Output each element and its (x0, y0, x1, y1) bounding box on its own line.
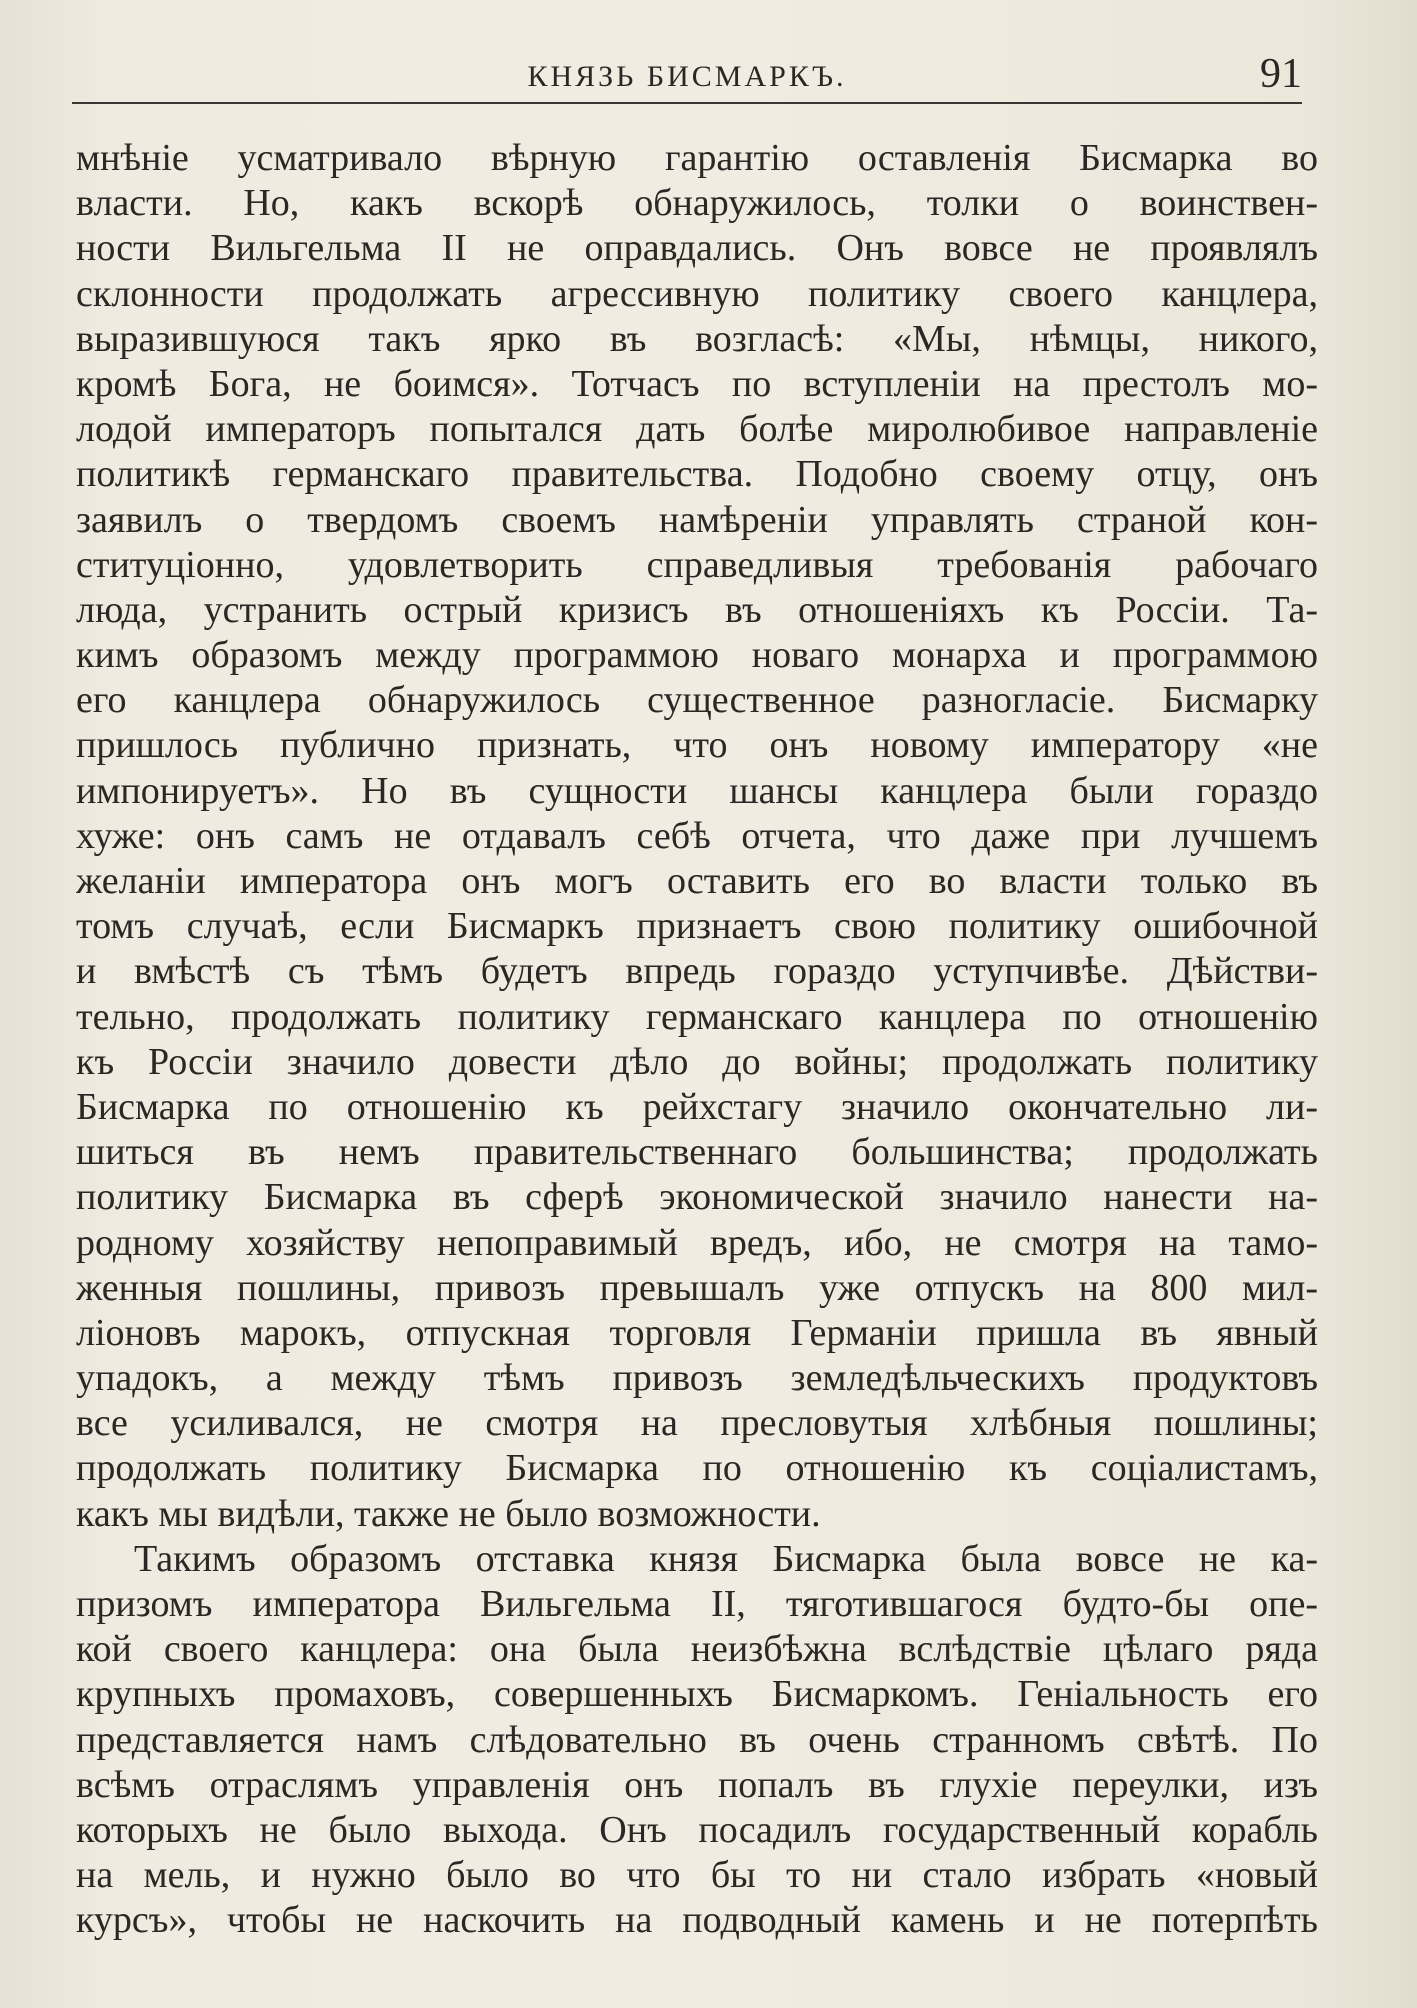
text-line: желаніи императора онъ могъ оставить его во власти только въ (76, 860, 1318, 902)
text-line: и вмѣстѣ съ тѣмъ будетъ впредь гораздо уступчивѣе. Дѣйстви- (76, 950, 1318, 993)
text-line: хуже: онъ самъ не отдавалъ себѣ отчета, что даже при лучшемъ (76, 814, 1318, 857)
text-line: лодой императоръ попытался дать болѣе миролюбивое направленіе (76, 408, 1318, 451)
text-body (76, 136, 1318, 1944)
text-line: политикѣ германскаго правительства. Подобно своему отцу, онъ (76, 453, 1318, 496)
text-line: все усиливался, не смотря на пресловутыя хлѣбныя пошлины; (76, 1402, 1318, 1445)
text-line: упадокъ, а между тѣмъ привозъ земледѣльческихъ продуктовъ (76, 1357, 1318, 1400)
text-line: родному хозяйству непоправимый вредъ, ибо, не смотря на тамо- (76, 1221, 1318, 1264)
text-line: Бисмарка по отношенію къ рейхстагу значило окончательно ли- (76, 1085, 1318, 1128)
page-number: 91 (1260, 51, 1302, 97)
text-line: крупныхъ промаховъ, совершенныхъ Бисмаркомъ. Геніальность его (76, 1673, 1318, 1716)
text-line: склонности продолжать агрессивную политику своего канцлера, (76, 272, 1318, 315)
text-line: которыхъ не было выхода. Онъ посадилъ государственный корабль (76, 1808, 1318, 1851)
text-line: тельно, продолжать политику германскаго канцлера по отношенію (76, 995, 1318, 1038)
text-line: люда, устранить острый кризисъ въ отношеніяхъ къ Россіи. Та- (76, 588, 1318, 631)
running-head (72, 50, 1302, 104)
text-line: выразившуюся такъ ярко въ возгласѣ: «Мы, нѣмцы, никого, (76, 317, 1318, 360)
text-line: курсъ», чтобы не наскочить на подводный камень и не потерпѣть (76, 1899, 1318, 1942)
text-line: пришлось публично признать, что онъ новому императору «не (76, 724, 1318, 767)
text-line: заявилъ о твердомъ своемъ намѣреніи управлять страной кон- (76, 498, 1318, 541)
text-line: призомъ императора Вильгельма II, тяготившагося будто-бы опе- (76, 1583, 1318, 1625)
text-line: представляется намъ слѣдовательно въ очень странномъ свѣтѣ. По (76, 1718, 1318, 1761)
text-line: Такимъ образомъ отставка князя Бисмарка была вовсе не ка- (134, 1537, 1318, 1580)
text-line: кой своего канцлера: она была неизбѣжна вслѣдствіе цѣлаго ряда (76, 1628, 1318, 1671)
text-line: всѣмъ отраслямъ управленія онъ попалъ въ глухіе переулки, изъ (76, 1763, 1318, 1806)
running-title: КНЯЗЬ БИСМАРКЪ. (527, 60, 847, 93)
text-line: на мель, и нужно было во что бы то ни стало избрать «новый (76, 1854, 1318, 1897)
text-line: его канцлера обнаружилось существенное разногласіе. Бисмарку (76, 679, 1318, 722)
text-line: ности Вильгельма II не оправдались. Онъ вовсе не проявлялъ (76, 227, 1318, 270)
text-line: кромѣ Бога, не боимся». Тотчасъ по вступленіи на престолъ мо- (76, 362, 1318, 405)
text-line: какъ мы видѣли, также не было возможности. (76, 1492, 821, 1535)
text-line: ліоновъ марокъ, отпускная торговля Германіи пришла въ явный (76, 1311, 1318, 1354)
text-line: импонируетъ». Но въ сущности шансы канцлера были гораздо (76, 769, 1318, 812)
text-line: къ Россіи значило довести дѣло до войны; продолжать политику (76, 1040, 1318, 1083)
text-line: продолжать политику Бисмарка по отношенію къ соціалистамъ, (76, 1447, 1318, 1490)
text-line: шиться въ немъ правительственнаго большинства; продолжать (76, 1131, 1318, 1174)
text-line: мнѣніе усматривало вѣрную гарантію оставленія Бисмарка во (76, 137, 1318, 179)
text-line: женныя пошлины, привозъ превышалъ уже отпускъ на 800 мил- (76, 1266, 1318, 1309)
text-line: ституціонно, удовлетворить справедливыя требованія рабочаго (76, 543, 1318, 586)
text-line: политику Бисмарка въ сферѣ экономической значило нанести на- (76, 1176, 1318, 1219)
text-line: власти. Но, какъ вскорѣ обнаружилось, толки о воинствен- (76, 182, 1318, 225)
text-line: томъ случаѣ, если Бисмаркъ признаетъ свою политику ошибочной (76, 905, 1318, 948)
text-line: кимъ образомъ между программою новаго монарха и программою (76, 634, 1318, 677)
